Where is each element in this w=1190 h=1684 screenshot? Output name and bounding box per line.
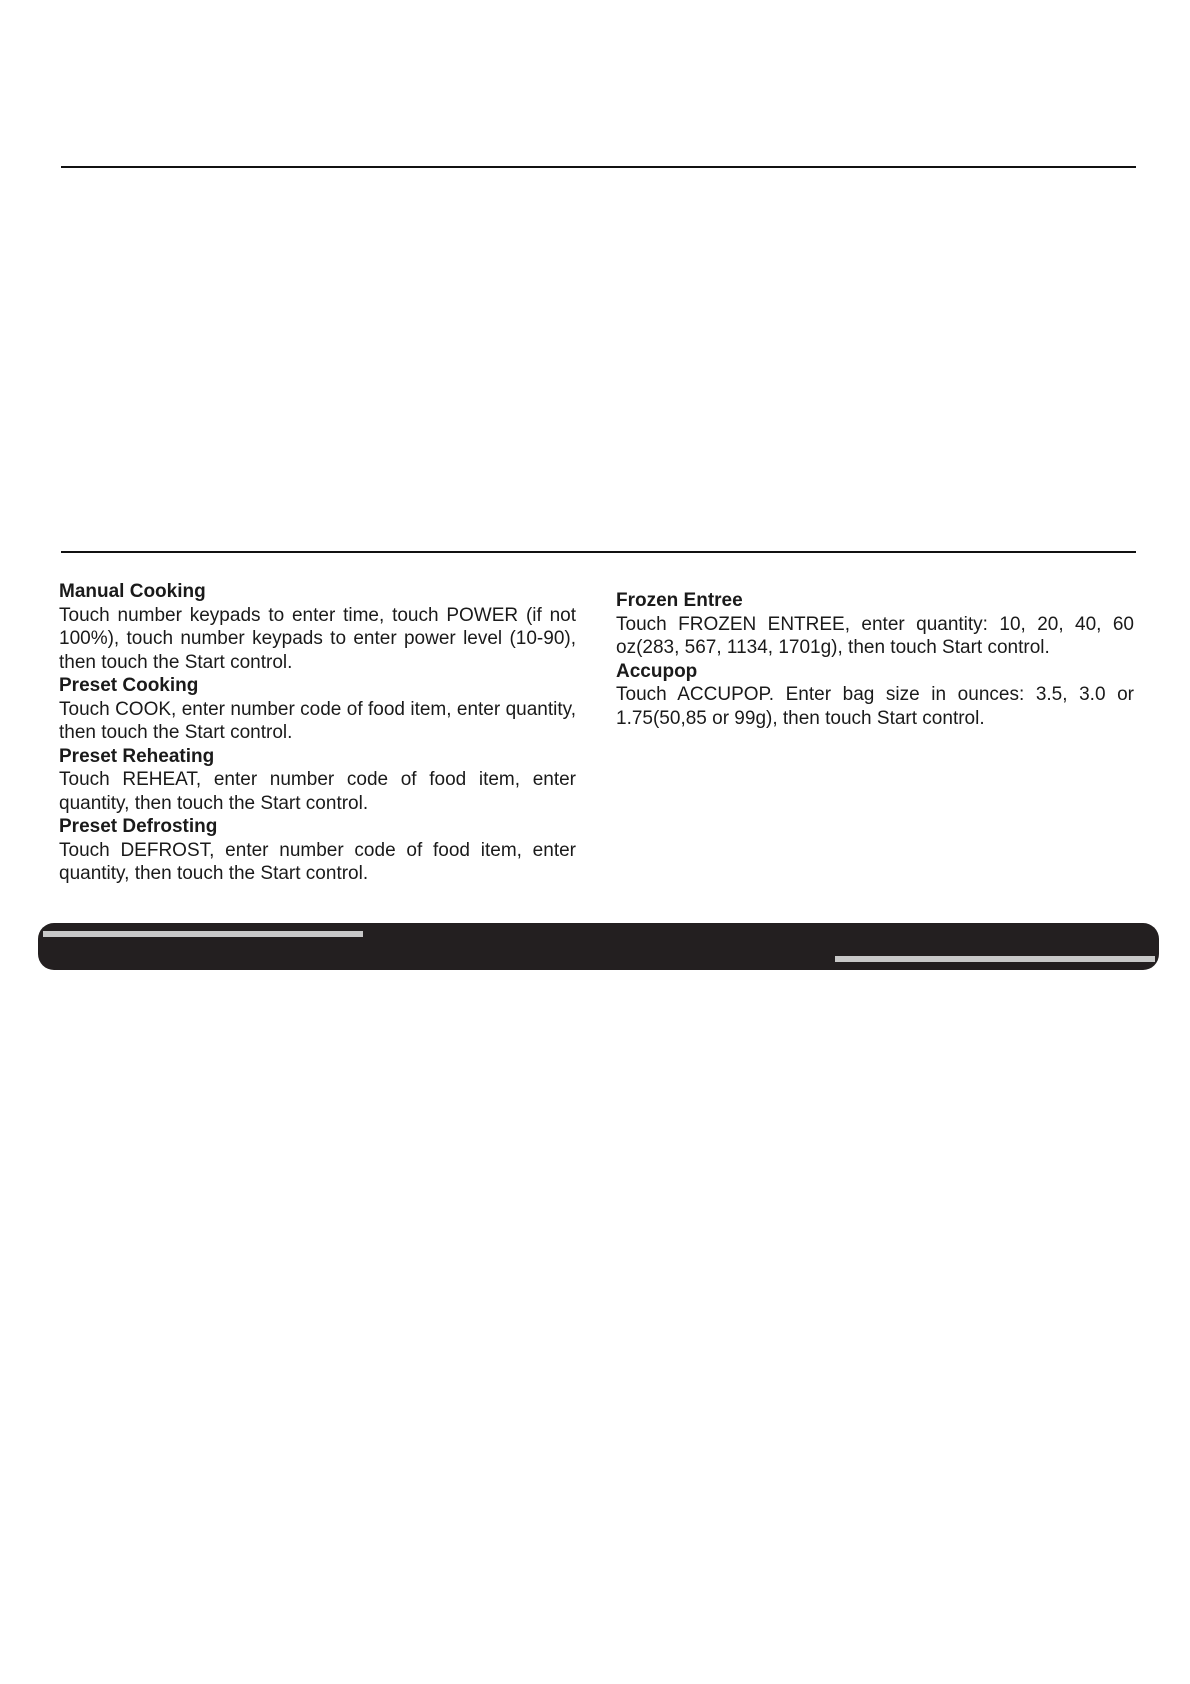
footer-banner-bar: [38, 923, 1159, 970]
left-text-column: [59, 580, 576, 886]
middle-divider-rule: [61, 551, 1136, 553]
section-body-preset-defrosting: Touch DEFROST, enter number code of food item, enter quantity, then touch the Start control.: [59, 839, 576, 884]
section-heading-frozen-entree: Frozen Entree: [616, 590, 743, 611]
footer-stripe-right: [835, 956, 1155, 962]
section-body-preset-reheating: Touch REHEAT, enter number code of food item, enter quantity, then touch the Start control.: [59, 769, 576, 814]
section-body-manual-cooking: Touch number keypads to enter time, touch POWER (if not 100%), touch number keypads to enter power level (10-90), then touch the Start control.: [59, 604, 576, 673]
top-divider-rule: [61, 166, 1136, 168]
section-heading-accupop: Accupop: [616, 660, 698, 682]
section-body-preset-cooking: Touch COOK, enter number code of food item, enter quantity, then touch the Start control.: [59, 698, 576, 743]
section-heading-manual-cooking: Manual Cooking: [59, 581, 206, 602]
section-heading-preset-defrosting: Preset Defrosting: [59, 816, 218, 837]
section-body-frozen-entree: Touch FROZEN ENTREE, enter quantity: 10, 20, 40, 60 oz(283, 567, 1134, 1701g), then touch Start control.: [616, 613, 1134, 658]
section-heading-preset-cooking: Preset Cooking: [59, 675, 199, 696]
section-heading-preset-reheating: Preset Reheating: [59, 745, 215, 767]
footer-stripe-left: [43, 931, 363, 937]
section-body-accupop: Touch ACCUPOP. Enter bag size in ounces: 3.5, 3.0 or 1.75(50,85 or 99g), then touch Start control.: [616, 684, 1134, 729]
right-text-column: [616, 589, 1134, 730]
